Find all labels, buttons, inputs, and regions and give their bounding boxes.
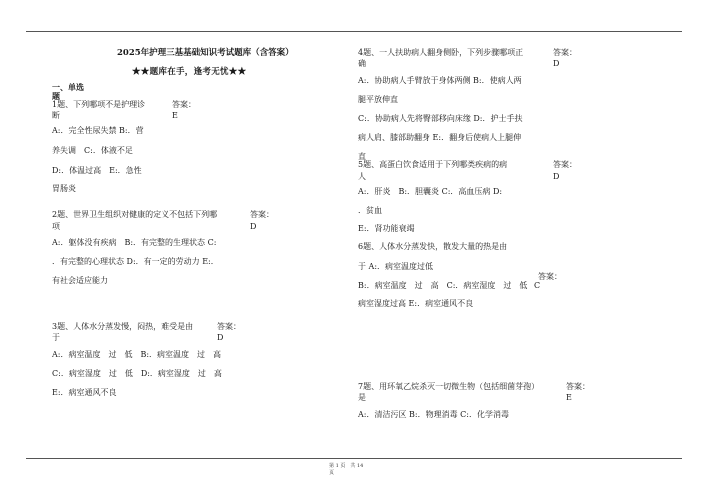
question-4-options-4: 病人肩、膝部助翻身 E:．翻身后使病人上腿伸: [358, 133, 522, 142]
bottom-rule: [26, 458, 682, 459]
question-3-options-1: A:．病室温度 过 低 B:．病室温度 过 高: [52, 350, 222, 359]
question-1-stem: 1题、下列哪项不是护理诊: [52, 100, 146, 109]
question-4-options-5: 直: [358, 152, 366, 161]
section-heading-cont: 题: [52, 91, 60, 101]
question-5-stem-cont: 人: [358, 172, 366, 181]
question-1-answer-label: 答案：: [172, 100, 196, 109]
question-6-options-3: 病室湿度过高 E:．病室通风不良: [358, 299, 474, 308]
document-subtitle: ★★题库在手，逢考无忧★★: [132, 67, 247, 77]
question-5-answer: D: [553, 172, 560, 181]
question-2-stem-cont: 项: [52, 222, 60, 231]
question-1-stem-cont: 断: [52, 111, 60, 120]
question-1-options-2: 养失调 C:．体液不足: [52, 146, 133, 155]
question-4-answer: D: [553, 59, 560, 68]
question-5-options-1: A:．肝炎 B:．胆囊炎 C:．高血压病 D:: [358, 187, 503, 196]
section-heading: 一、单选: [52, 82, 84, 92]
question-4-stem: 4题、一人扶助病人翻身侧卧，下列步骤哪项正: [358, 48, 524, 57]
question-6-options-2: B:．病室温度 过 高 C:．病室湿度 过 低: [358, 281, 528, 290]
question-1-options-1: A:．完全性尿失禁 B:．营: [52, 126, 144, 135]
top-rule: [26, 31, 682, 32]
question-7-answer: E: [566, 393, 572, 402]
question-6-options-1: 于 A:．病室温度过低: [358, 262, 434, 271]
question-2-options-3: 有社会适应能力: [52, 276, 108, 285]
question-6-stem: 6题、人体水分蒸发快，散发大量的热是由: [358, 242, 508, 251]
question-5-stem: 5题、高蛋白饮食适用于下列哪类疾病的病: [358, 160, 508, 169]
question-1-options-3: D:．体温过高 E:．急性: [52, 166, 142, 175]
question-5-options-2: ．贫血: [358, 206, 382, 215]
page-number-cont: 页: [329, 470, 335, 476]
document-title: 2025年护理三基基础知识考试题库（含答案）: [117, 48, 294, 58]
question-7-stem-cont: 是: [358, 393, 366, 402]
question-4-options-1: A:．协助病人手臂放于身体两侧 B:．使病人两: [358, 76, 522, 85]
question-4-stem-cont: 确: [358, 59, 366, 68]
page-number: 第 1 页 共 14: [329, 463, 364, 469]
question-7-stem: 7题、用环氧乙烷杀灭一切微生物（包括细菌芽孢）: [358, 382, 540, 391]
question-7-answer-label: 答案：: [566, 382, 590, 391]
question-4-options-3: C:．协助病人先将臀部移向床缘 D:．护士手扶: [358, 114, 523, 123]
question-1-answer: E: [172, 111, 178, 120]
question-2-options-2: ．有完整的心理状态 D:．有一定的劳动力 E:．: [52, 257, 219, 266]
question-3-answer: D: [217, 333, 224, 342]
question-5-answer-label: 答案：: [553, 160, 577, 169]
question-3-stem: 3题、人体水分蒸发慢，闷热，难受是由: [52, 322, 194, 331]
question-6-answer-label: 答案：: [538, 272, 562, 281]
question-7-options-1: A:．清洁污区 B:．物理消毒 C:．化学消毒: [358, 410, 509, 419]
question-3-stem-cont: 于: [52, 333, 60, 342]
question-6-answer: C: [534, 281, 541, 290]
question-3-answer-label: 答案：: [217, 322, 241, 331]
question-1-options-4: 胃肠炎: [52, 184, 76, 193]
question-3-options-3: E:．病室通风不良: [52, 388, 117, 397]
question-2-options-1: A:．躯体没有疾病 B:．有完整的生理状态 C:: [52, 238, 217, 247]
question-3-options-2: C:．病室湿度 过 低 D:．病室湿度 过 高: [52, 369, 222, 378]
question-4-options-2: 腿平放伸直: [358, 95, 398, 104]
question-2-answer: D: [250, 222, 257, 231]
question-5-options-3: E:．肾功能衰竭: [358, 224, 415, 233]
question-2-answer-label: 答案：: [250, 210, 274, 219]
question-4-answer-label: 答案：: [553, 48, 577, 57]
question-2-stem: 2题、世界卫生组织对健康的定义不包括下列哪: [52, 210, 218, 219]
